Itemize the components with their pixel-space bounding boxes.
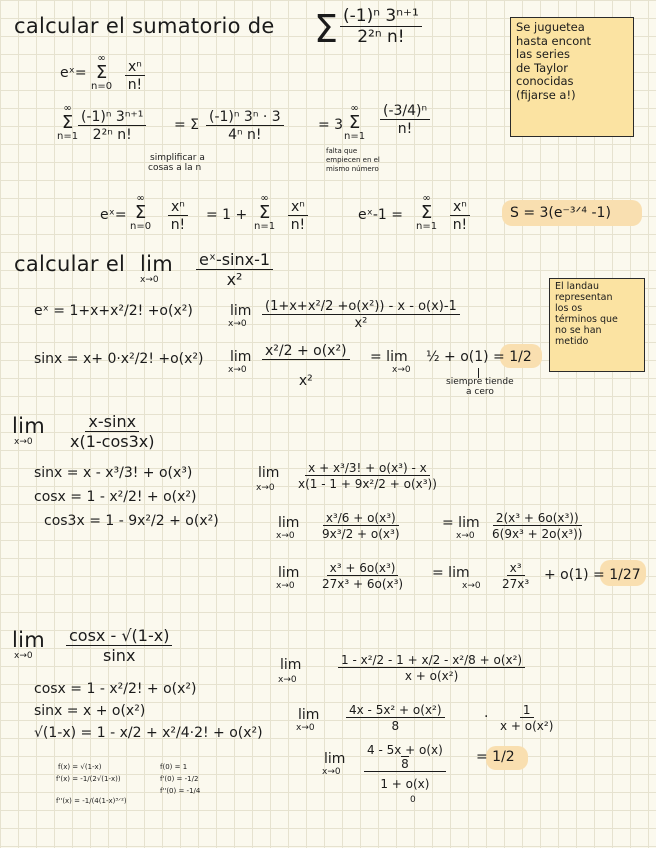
s3-step1-lim: lim xyxy=(258,465,280,481)
note-start-same: falta que xyxy=(326,147,358,155)
cos-taylor: cosx = 1 - x²/2! + o(x²) xyxy=(34,489,197,505)
s4-step1-fraction: $\frac{\text{1 - x²/2 - 1 + x/2 - x²/8 + o(x²)}}{\text{x + o(x²)}}$ xyxy=(338,654,525,682)
rewrite-term-3: $\frac{\text{(-3/4)ⁿ}}{n!}$ xyxy=(380,104,430,136)
cos3x-taylor: cos3x = 1 - 9x²/2 + o(x²) xyxy=(44,513,219,529)
sum-n1-d: ∞ Σ n=1 xyxy=(416,193,438,232)
ex-minus-one: eˣ-1 = xyxy=(358,207,403,223)
s4-step2-fraction-b: $\frac{1}{\text{x + o(x²)}}$ xyxy=(500,703,554,733)
limit-step1-fraction: $\frac{\text{(1+x+x²/2 +o(x²)) - x - o(x)-1}}{\text{x²}}$ xyxy=(262,300,460,330)
note-tends-zero: siempre tiende xyxy=(446,377,514,387)
s3-step3b-sub: x→0 xyxy=(462,581,481,591)
s4-step3-zero: 0 xyxy=(410,795,416,805)
ex-definition-lhs: eˣ= xyxy=(60,65,87,81)
value-f0: f(0) = 1 xyxy=(160,763,188,771)
sum-n1: ∞ Σ n=1 xyxy=(57,103,79,142)
s3-step2-eq: = lim xyxy=(442,515,480,531)
s4-step3-lim: lim xyxy=(324,751,346,767)
limit-result: ½ + o(1) = 1/2 xyxy=(426,349,532,365)
s3-step3-lim: lim xyxy=(278,565,300,581)
s3-step3-sub: x→0 xyxy=(276,581,295,591)
ex-line3-term: $\frac{\text{xⁿ}}{n!}$ xyxy=(168,200,188,232)
ex-line3-equals: = 1 + xyxy=(206,207,248,223)
section2-title: calcular el xyxy=(14,252,126,276)
sum-n0-b: ∞ Σ n=0 xyxy=(130,193,152,232)
s3-step3-fraction-b: $\frac{\text{x³}}{\text{27x³}}$ xyxy=(502,561,530,591)
rewrite-term-2: $\frac{\text{(-1)ⁿ 3ⁿ · 3}}{\text{4ⁿ n!}}$ xyxy=(206,110,284,142)
section3-lim: lim xyxy=(12,414,46,438)
deriv-f: f(x) = √(1-x) xyxy=(58,763,102,771)
sticky-note-taylor: Se juguetea hasta encont las series de Taylor conocidas (fijarse a!) xyxy=(510,17,634,137)
note-tends-zero-2: a cero xyxy=(466,387,494,397)
sin-expansion: sinx = x+ 0·x²/2! +o(x²) xyxy=(34,351,204,367)
ex-expansion: eˣ = 1+x+x²/2! +o(x²) xyxy=(34,303,193,319)
limit-step1-sub: x→0 xyxy=(228,319,247,329)
s3-step2-lim: lim xyxy=(278,515,300,531)
ex-line3-term-2: $\frac{\text{xⁿ}}{n!}$ xyxy=(288,200,308,232)
value-f2: f''(0) = -1/4 xyxy=(160,787,201,795)
section3-lim-sub: x→0 xyxy=(14,437,33,447)
s3-step2-fraction: $\frac{\text{x³/6 + o(x³)}}{\text{9x³/2 + o(x³)}}$ xyxy=(322,511,400,541)
section3-limit-fraction: $\frac{x-\sin x}{x(1-\cos 3x)}$ xyxy=(70,412,155,451)
section1-title: calcular el sumatorio de xyxy=(14,14,275,38)
s4-step3-sub: x→0 xyxy=(322,767,341,777)
note-simplify-2: cosas a la n xyxy=(148,163,202,173)
limit-step2-fraction: $\frac{\text{x²/2 + o(x²)}}{\text{x²}}$ xyxy=(262,344,350,388)
sum-n0: ∞ Σ n=0 xyxy=(91,53,113,92)
sum-n1-c: ∞ Σ n=1 xyxy=(254,193,276,232)
s3-step2-fraction-b: $\frac{\text{2(x³ + 6o(x³))}}{\text{6(9x³ + 2o(x³))}}$ xyxy=(492,511,583,541)
limit-step2: lim xyxy=(230,349,252,365)
s3-step1-sub: x→0 xyxy=(256,483,275,493)
series-result: S = 3(e⁻³ᐟ⁴ -1) xyxy=(510,205,611,221)
limit-step1: lim xyxy=(230,303,252,319)
rewrite-equals-1: = Σ xyxy=(174,117,200,133)
ex-line3-lhs: eˣ= xyxy=(100,207,127,223)
deriv-f1: f'(x) = -1/(2√(1-x)) xyxy=(56,775,121,783)
s4-step3-fraction: 4 - 5x + o(x) 8 1 + o(x) xyxy=(364,744,446,790)
s4-cos-taylor: cosx = 1 - x²/2! + o(x²) xyxy=(34,681,197,697)
deriv-f2: f''(x) = -1/(4(1-x)³ᐟ²) xyxy=(56,797,127,805)
sigma-symbol: Σ xyxy=(314,7,339,51)
s3-step2-sub: x→0 xyxy=(276,531,295,541)
sum-n1-b: ∞ Σ n=1 xyxy=(344,103,366,142)
s4-result: = 1/2 xyxy=(476,749,515,765)
section2-lim-sub: x→0 xyxy=(140,275,159,285)
s3-step3-fraction: $\frac{\text{x³ + 6o(x³)}}{\text{27x³ + 6o(x³)}}$ xyxy=(322,561,404,591)
s4-step1-sub: x→0 xyxy=(278,675,297,685)
s4-step2-fraction: $\frac{\text{4x - 5x² + o(x²)}}{8}$ xyxy=(346,704,445,732)
s4-step1-lim: lim xyxy=(280,657,302,673)
s4-step2-dot: · xyxy=(484,709,489,725)
sin-taylor: sinx = x - x³/3! + o(x³) xyxy=(34,465,193,481)
s4-step2-sub: x→0 xyxy=(296,723,315,733)
sticky-note-landau: El landau representan los os términos que no se han metido xyxy=(549,278,645,372)
rewrite-equals-2: = 3 xyxy=(318,117,344,133)
limit-step2-sub: x→0 xyxy=(228,365,247,375)
s4-step2-lim: lim xyxy=(298,707,320,723)
rewrite-term-1: $\frac{\text{(-1)ⁿ 3ⁿ⁺¹}}{\text{2²ⁿ n!}}$ xyxy=(78,110,146,142)
s4-sin-taylor: sinx = x + o(x²) xyxy=(34,703,146,719)
s3-step2b-sub: x→0 xyxy=(456,531,475,541)
limit-step2-eq: = lim xyxy=(370,349,408,365)
s3-result: + o(1) = 1/27 xyxy=(544,567,641,583)
value-f1: f'(0) = -1/2 xyxy=(160,775,199,783)
limit-step2b-sub: x→0 xyxy=(392,365,411,375)
section2-limit-fraction: $\frac{\text{eˣ-sinx-1}}{\text{x²}}$ xyxy=(196,252,273,288)
section4-lim: lim xyxy=(12,628,46,652)
ex-definition-term: $\frac{\text{xⁿ}}{n!}$ xyxy=(125,60,145,92)
note-start-same-2: empiecen en el xyxy=(326,156,380,164)
note-start-same-3: mismo número xyxy=(326,165,379,173)
s3-step3-eq: = lim xyxy=(432,565,470,581)
note-simplify: simplificar a xyxy=(150,153,205,163)
ex-minus-one-term: $\frac{\text{xⁿ}}{n!}$ xyxy=(450,200,470,232)
s3-step1-fraction: $\frac{\text{x + x³/3! + o(x³) - x}}{\text{x(1 - 1 + 9x²/2 + o(x³))}}$ xyxy=(298,461,437,491)
section4-limit-fraction: $\frac{\cos x - √(1-x)}{\sin x}$ xyxy=(66,628,172,664)
section2-lim: lim xyxy=(140,252,174,276)
section4-lim-sub: x→0 xyxy=(14,651,33,661)
sqrt-taylor: √(1-x) = 1 - x/2 + x²/4·2! + o(x²) xyxy=(34,725,263,741)
title-series-fraction: $\frac{\text{(-1)ⁿ 3ⁿ⁺¹}}{\text{2²ⁿ n!}}$ xyxy=(340,8,422,46)
